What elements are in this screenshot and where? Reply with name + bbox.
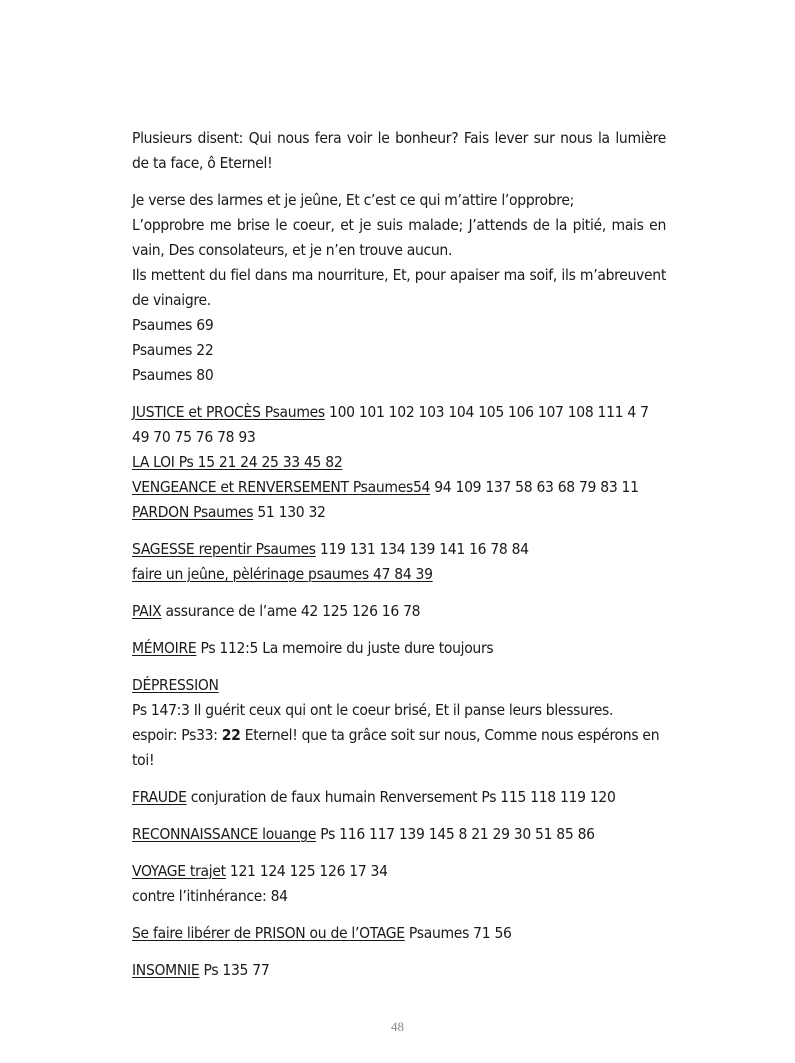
topic-justice — [132, 400, 666, 450]
intro-paragraph: Plusieurs disent: Qui nous fera voir le bonheur? Fais lever sur nous la lumière de ta face, ô Eternel! — [132, 129, 666, 172]
topic-prison — [132, 921, 666, 946]
psalm-ref-69: Psaumes 69 — [132, 316, 214, 334]
depression-verse-number: 22 — [221, 726, 241, 744]
topic-prison-refs: Psaumes 71 56 — [404, 924, 512, 942]
topic-reconnaissance-refs: Ps 116 117 139 145 8 21 29 30 51 85 86 — [316, 825, 595, 843]
document-body — [132, 126, 666, 983]
topic-depression — [132, 673, 666, 698]
lament-line-3: Ils mettent du fiel dans ma nourriture, Et, pour apaiser ma soif, ils m’abreuvent de vinaigre. — [132, 266, 666, 309]
depression-line-1: Ps 147:3 Il guérit ceux qui ont le coeur brisé, Et il panse leurs blessures. — [132, 701, 614, 719]
topic-fraude — [132, 785, 666, 810]
topic-depression-heading: DÉPRESSION — [132, 676, 219, 694]
depression-line-2-prefix: espoir: Ps33: — [132, 726, 222, 744]
topic-fraude-heading: FRAUDE — [132, 788, 187, 806]
topic-jeune-heading: faire un jeûne, pèlérinage psaumes 47 84 39 — [132, 565, 433, 583]
topic-reconnaissance-heading: RECONNAISSANCE louange — [132, 825, 317, 843]
topic-sagesse-heading: SAGESSE repentir Psaumes — [132, 540, 316, 558]
topic-memoire-heading: MÉMOIRE — [132, 639, 197, 657]
topic-vengeance-refs: 94 109 137 58 63 68 79 83 11 — [430, 478, 639, 496]
topic-pardon — [132, 500, 666, 525]
topic-prison-heading: Se faire libérer de PRISON ou de l’OTAGE — [132, 924, 405, 942]
topic-pardon-refs: 51 130 32 — [253, 503, 326, 521]
topic-sagesse-refs: 119 131 134 139 141 16 78 84 — [315, 540, 529, 558]
topic-paix-text: assurance de l’ame 42 125 126 16 78 — [161, 602, 421, 620]
topic-memoire — [132, 636, 666, 661]
topic-voyage-refs: 121 124 125 126 17 34 — [225, 862, 388, 880]
topic-sagesse — [132, 537, 666, 562]
psalm-ref-22: Psaumes 22 — [132, 341, 214, 359]
page-number: 48 — [391, 1019, 404, 1034]
depression-line-2-suffix: Eternel! que ta grâce soit sur nous, Comme nous espérons en toi! — [132, 726, 660, 769]
topic-paix — [132, 599, 666, 624]
topic-jeune — [132, 562, 666, 587]
psalm-ref-80: Psaumes 80 — [132, 366, 214, 384]
topic-vengeance — [132, 475, 666, 500]
topic-justice-heading: JUSTICE et PROCÈS Psaumes — [132, 403, 325, 421]
topic-loi-heading: LA LOI Ps 15 21 24 25 33 45 82 — [132, 453, 343, 471]
topic-pardon-heading: PARDON Psaumes — [132, 503, 254, 521]
topic-insomnie — [132, 958, 666, 983]
topic-reconnaissance — [132, 822, 666, 847]
voyage-line-2: contre l’itinhérance: 84 — [132, 887, 288, 905]
topic-insomnie-heading: INSOMNIE — [132, 961, 200, 979]
lament-line-1: Je verse des larmes et je jeûne, Et c’est ce qui m’attire l’opprobre; — [132, 191, 575, 209]
topic-memoire-text: Ps 112:5 La memoire du juste dure toujours — [196, 639, 494, 657]
topic-vengeance-heading: VENGEANCE et RENVERSEMENT Psaumes54 — [132, 478, 431, 496]
topic-fraude-text: conjuration de faux humain Renversement Ps 115 118 119 120 — [186, 788, 616, 806]
topic-insomnie-refs: Ps 135 77 — [199, 961, 270, 979]
lament-line-2: L’opprobre me brise le coeur, et je suis malade; J’attends de la pitié, mais en vain, Des consolateurs, et je n’en trouve aucun. — [132, 216, 666, 259]
topic-loi — [132, 450, 666, 475]
topic-paix-heading: PAIX — [132, 602, 162, 620]
topic-voyage-heading: VOYAGE trajet — [132, 862, 226, 880]
topic-justice-refs: 100 101 102 103 104 105 106 107 108 111 4 7 49 70 75 76 78 93 — [132, 403, 649, 446]
topic-voyage — [132, 859, 666, 884]
depression-line-2 — [132, 723, 666, 773]
